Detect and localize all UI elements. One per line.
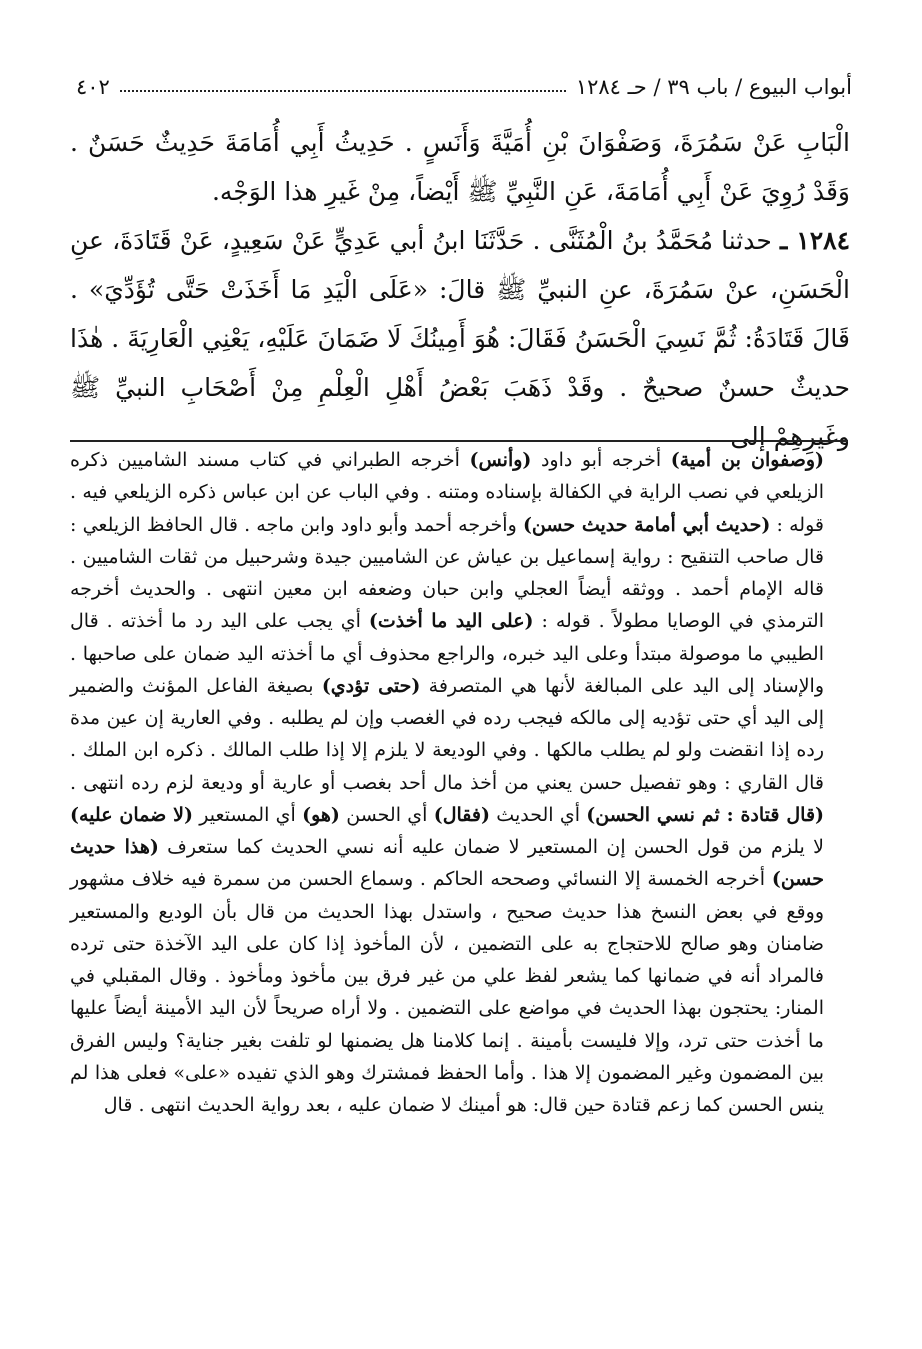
note-lemma: (وأنس)	[469, 449, 532, 471]
note-lemma: (وصفوان بن أمية)	[670, 449, 824, 471]
note-text: أي يجب على اليد رد ما أخذته . قال الطيبي ما موصولة مبتدأ وعلى اليد خبره، والراجع محذوف أي ما أخذته اليد ضمان على صاحبها . والإسناد إلى اليد على المبالغة لأنها هي المتصرفة	[70, 610, 824, 697]
commentary	[70, 444, 824, 1121]
note-text: بصيغة الفاعل المؤنث والضمير إلى اليد أي حتى تؤديه إلى مالكه فيجب رده في الغصب وإن لم يطلبه . وفي العارية إن عين مدة رده إذا انقضت ولو لم يطلب مالكها . وفي الوديعة لا يلزم إلا إذا طلب المالك . ذكره ابن الملك . قال القاري : وهو تفصيل حسن يعني من أخذ مال أحد بغصب أو عارية أو وديعة لزم رده انتهى .	[70, 674, 824, 794]
page-number: ٤٠٢	[76, 75, 110, 99]
note-text: وأخرجه أحمد وأبو داود وابن ماجه . قال الحافظ الزيلعي : قال صاحب التنقيح : رواية إسماعيل بن عياش عن الشاميين جيدة وشرحبيل من ثقات الشاميين . قاله الإمام أحمد . ووثقه أيضاً العجلي وابن حبان وضعفه ابن معين انتهى . والحديث أخرجه الترمذي في الوصايا مطولاً . قوله :	[70, 513, 825, 633]
note-lemma: (هو)	[302, 803, 340, 826]
note-lemma: (على اليد ما أخذت)	[368, 610, 534, 633]
hadith-text: حدثنا مُحَمَّدُ بنُ الْمُثَنَّى . حَدَّثَنَا ابنُ أبي عَدِيٍّ عَنْ سَعِيدٍ، عَنْ قَتَادَةَ، عنِ الْحَسَنِ، عنْ سَمُرَةَ، عنِ النبيِّ ﷺ قالَ: «عَلَى الْيَدِ مَا أَخَذَتْ حَتَّى تُؤَدِّيَ» . قَالَ قَتَادَةُ: ثُمَّ نَسِيَ الْحَسَنُ فَقَالَ: هُوَ أَمِينُكَ لَا ضَمَانَ عَلَيْهِ، يَعْنِي الْعَارِيَةَ . هٰذَا حديثٌ حسنٌ صحيحٌ . وقَدْ ذَهَبَ بَعْضُ أَهْلِ الْعِلْمِ مِنْ أَصْحَابِ النبيِّ ﷺ وغَيرِهِمْ إلى	[70, 226, 850, 451]
main-text	[70, 118, 850, 461]
note-prefix: قوله :	[776, 513, 824, 536]
note-text: أخرجه أبو داود	[540, 449, 662, 471]
commentary-body	[70, 444, 824, 1121]
note-lemma: (قال قتادة : ثم نسي الحسن)	[586, 803, 825, 826]
note-text: أي الحديث	[496, 803, 580, 826]
note-lemma: (فقال)	[433, 803, 490, 826]
main-paragraph-2	[70, 216, 850, 461]
running-title: أبواب البيوع / باب ٣٩ / حـ ١٢٨٤	[575, 75, 852, 99]
note-text: أي الحسن	[346, 803, 428, 826]
note-lemma: (حديث أبي أمامة حديث حسن)	[522, 513, 771, 536]
note-lemma: (حتى تؤدي)	[321, 674, 421, 697]
hadith-number: ١٢٨٤ ـ	[780, 226, 850, 255]
note-text: أخرجه الخمسة إلا النسائي وصححه الحاكم . وسماع الحسن من سمرة فيه خلاف مشهور ووقع في بعض النسخ هذا حديث صحيح ، واستدل بهذا الحديث من قال بأن الوديع والمستعير ضامنان وهو صالح للاحتجاج به على التضمين ، لأن المأخوذ إذا كان على اليد الآخذة حتى ترده فالمراد أنه في ضمانها كما يشعر لفظ علي من غير فرق بين مأخوذ ومأخوذ . وقال المقبلي في المنار: يحتجون بهذا الحديث في مواضع على التضمين . ولا أراه صريحاً لأن اليد الأمينة أيضاً عليها ما أخذت حتى ترد، وإلا فليست بأمينة . إنما كلامنا هل يضمنها لو تلفت بغير جناية؟ وليس الفرق بين المضمون وغير المضمون إلا هذا . وأما الحفظ فمشترك وهو الذي تفيده «على» فعلى هذا لم ينس الحسن كما زعم قتادة حين قال: هو أمينك لا ضمان عليه ، بعد رواية الحديث انتهى . قال	[70, 868, 824, 1116]
main-paragraph-1: الْبَابِ عَنْ سَمُرَةَ، وَصَفْوَانَ بْنِ أُمَيَّةَ وَأَنَسٍ . حَدِيثُ أَبِي أُمَامَةَ حَدِيثٌ حَسَنٌ . وَقَدْ رُوِيَ عَنْ أَبِي أُمَامَةَ، عَنِ النَّبِيِّ ﷺ أَيْضاً، مِنْ غَيرِ هذا الوَجْه.	[70, 128, 850, 206]
note-text: أخرجه الطبراني في كتاب مسند الشاميين ذكره الزيلعي في نصب الراية في الكفالة بإسناده ومتنه . وفي الباب عن ابن عباس ذكره الزيلعي فيه .	[70, 449, 824, 504]
page-header	[68, 70, 852, 104]
note-text: لا يلزم من قول الحسن إن المستعير لا ضمان عليه أنه نسي الحديث كما ستعرف	[167, 836, 824, 858]
note-lemma: (لا ضمان عليه)	[70, 803, 193, 826]
footnote-separator	[70, 440, 848, 442]
note-lemma: (هذا حديث حسن)	[70, 836, 824, 891]
header-dotted-leader	[120, 90, 566, 92]
note-text: أي المستعير	[199, 803, 296, 826]
